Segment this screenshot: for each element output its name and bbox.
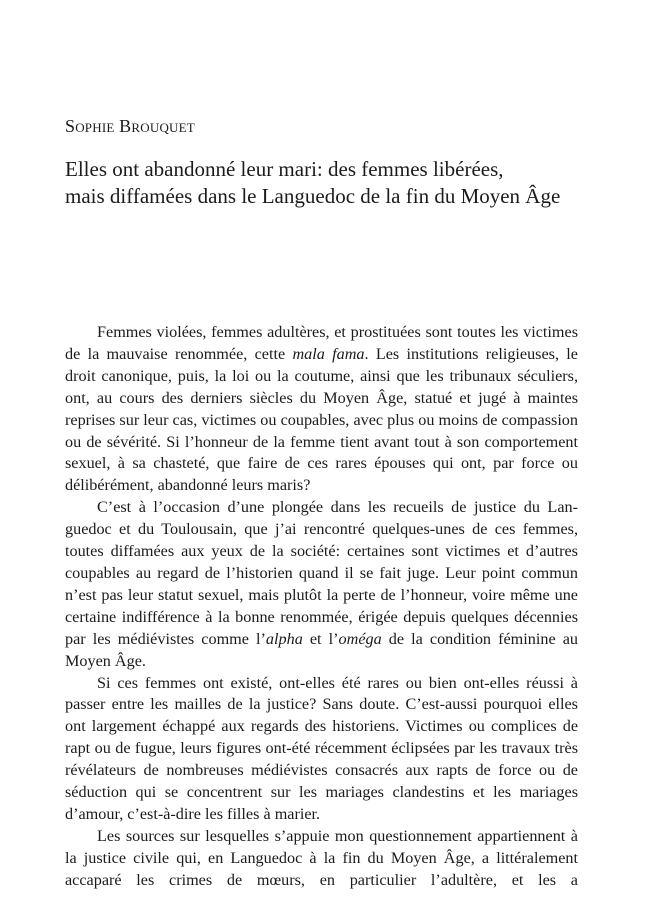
paragraph-1-text-b: . Les institutions religieuses, le droit canonique, puis, la loi ou la coutume, ainsi que les tribunaux séculiers, ont, au cours des derniers siècles du Moyen Âge, statué et jugé à maintes reprises sur leur cas, victimes ou coupables, avec plus ou moins de compassion ou de sévérité. Si l’honneur de la femme tient avant tout à son comportement sexuel, à sa chasteté, que faire de ces rares épouses qui ont, par force ou délibérément, abandonné leurs maris?	[65, 344, 578, 495]
paragraph-2	[65, 497, 578, 672]
paragraph-2-text-b: et l’	[302, 629, 339, 648]
article-title-line-2: mais diffamées dans le Languedoc de la fin du Moyen Âge	[65, 184, 561, 208]
article-body	[65, 322, 578, 892]
article-title-line-1: Elles ont abandonné leur mari: des femmes libérées,	[65, 157, 504, 181]
paragraph-2-italic-alpha: alpha	[265, 629, 303, 648]
paragraph-1-italic: mala fama	[292, 344, 365, 363]
paragraph-2-italic-omega: oméga	[338, 629, 382, 648]
article-title	[65, 156, 605, 210]
paragraph-4: Les sources sur lesquelles s’appuie mon questionnement appartiennent à la justice civile qui, en Languedoc à la fin du Moyen Âge, a littéralement accaparé les crimes de mœurs, en particulier l’adultère, et les a	[65, 826, 578, 889]
paragraph-3: Si ces femmes ont existé, ont-elles été rares ou bien ont-elles réussi à passer entre les mailles de la justice? Sans doute. C’est-aussi pourquoi elles ont largement échappé aux regards des historiens. Victimes ou complices de rapt ou de fugue, leurs figures ont-été récemment éclipsées par les travaux très révélateurs de nombreuses médiévistes consacrés aux rapts de force ou de séduction qui se concentrent sur les mariages clandestins et les mariages d’amour, c’est-à-dire les filles à marier.	[65, 673, 578, 823]
paragraph-2-text-c: de la condition féminine au Moyen Âge.	[65, 629, 578, 670]
paragraph-2-text-a: C’est à l’occasion d’une plongée dans les recueils de justice du Languedoc et du Toulousain, que j’ai rencontré quelques-unes de ces femmes, toutes diffamées aux yeux de la société: certaines sont victimes et d’autres coupables au regard de l’historien quand il se fait juge. Leur point commun n’est pas leur statut sexuel, mais plutôt la perte de l’honneur, voire même une certaine indifférence à la bonne renommée, érigée depuis quelques décennies par les médiévistes comme l’	[65, 498, 578, 648]
paragraph-1-text-a: Femmes violées, femmes adultères, et prostituées sont toutes les victimes de la mauvaise renommée, cette	[65, 323, 578, 363]
paragraph-1	[65, 322, 578, 497]
author-name: Sophie Brouquet	[65, 116, 195, 136]
